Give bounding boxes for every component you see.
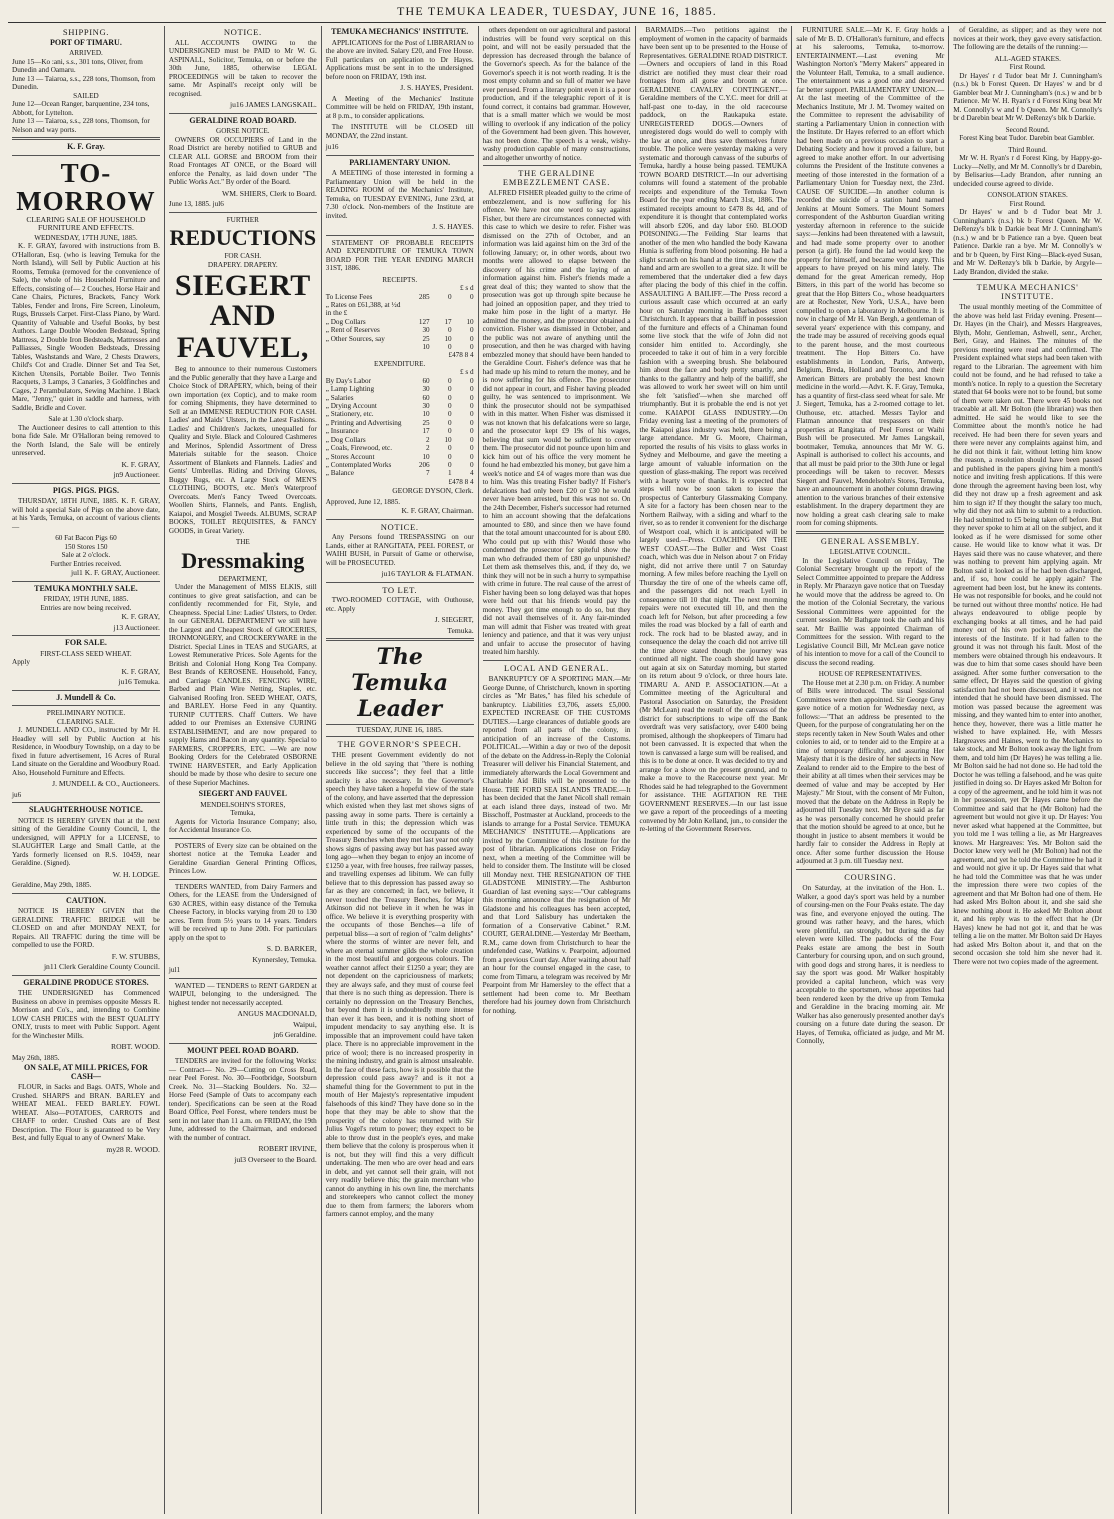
account-item: „ Drying Account — [325, 402, 377, 411]
account-item: „ Stationery, etc. — [325, 410, 374, 419]
coursing-body: On Saturday, at the invitation of the Hon. L. Walker, a good day's sport was held by a number of coursing-men on the Four Peaks estate. The day was fine, and everyone enjoyed the outing. The ground was rather heavy, and the hares, which were plentiful, ran strongly, but during the day eleven were killed. The paddocks of the Four Peaks estate are among the best in South Canterbury for coursing upon, and on such ground, with good dogs and strong hares, it is needless to say the sport was good. Mr Walker hospitably provided a capital luncheon, which was very acceptable to the sportsmen, whose appetites had been rendered keen by the drive up from Temuka and Geraldine in the bracing morning air. Mr Walker has also generously presented another day's coursing on a future date during the season. Dr Hayes, of Temuka, officiated as judge, and Mr M. Connolly, — [796, 884, 945, 1045]
signature: ANGUS MACDONALD, — [237, 1009, 317, 1018]
account-item: „ Salaries — [325, 393, 354, 402]
produce-heading: GERALDINE PRODUCE STORES. — [23, 977, 149, 987]
sale-time: Sale at 1.30 o'clock sharp. — [48, 415, 124, 423]
siegert-body: Beg to announce to their numerous Customers and the Public generally that they have a Large and Choice Stock of DRAPERY, which, being of their own importation (ex Coptic), and to make room for coming Shipments, they have determined to Sell at an IMMENSE REDUCTION FOR CASH. Ladies' and Maids' Ulsters, in the Latest Fashions. Ladies' and Children's Jackets, unequalled for Quality and Style. Black and Coloured Cashmeres and Merinos, Splendid Assortment of Dress Materials suitable for the season. Choice Assortment of Blankets and Flannels. Ladies' and Gents' Umbrellas. Riding and Driving Gloves, Buggy Rugs, etc. A Large Stock of MEN'S CLOTHING, BOOTS, etc. Men's Waterproof Overcoats. Men's Fancy Tweed Overcoats. Woollen Shirts, Flannels, and Pants. English, Kaiapoi, and Mosgiel Tweeds. ALBUMS, SCRAP BOOKS, TOILET REQUISITES, & FANCY GOODS, in Great Variety. — [168, 365, 317, 535]
signature-place: Temuka. — [133, 677, 160, 686]
signature — [12, 1146, 160, 1155]
account-item: „ Contemplated Works — [325, 460, 392, 469]
account-item: „ Lamp Lighting — [325, 385, 375, 394]
ad-code: my28 — [106, 1144, 124, 1154]
divider — [12, 635, 160, 636]
caution-body: NOTICE IS HEREBY GIVEN that the GERALDINE TRAFFIC BRIDGE will be CLOSED on and after MONDAY NEXT, for Repairs. All TRAFFIC during the time will be compelled to use the FORD. — [12, 907, 160, 949]
pence: 0 — [470, 292, 474, 301]
notice-body: ALL ACCOUNTS OWING to the UNDERSIGNED must be PAID to Mr W. G. ASPINALL, Solicitor, Temuka, on or before the 30th June, 1885, otherwise LEGAL PROCEEDINGS will be taken to recover the same. Mr Aspinall's receipt only will be recognised. — [168, 38, 317, 98]
pigs-sale-time: Sale at 2 o'clock. — [61, 551, 111, 559]
signature: J. SIEGERT, — [434, 615, 474, 625]
shillings: 0 — [448, 444, 452, 453]
meeting-notice: A Meeting of the Mechanics' Institute Committee will be held on FRIDAY, 19th instant, at 8 p.m., to consider applications. — [325, 94, 474, 120]
closed-notice: The INSTITUTE will be CLOSED till MONDAY, the 22nd instant. — [325, 123, 474, 140]
round-results: Dr Hayes' r d Tudor beat Mr J. Cunningham's (n.s.) bk b Forest Queen. Dr Hayes' w and br d Gambler beat Mr J. Cunningham's (n.s.) w and br b Patience. Mr W. H. Ryan's r d Forest King beat Mr M. Connolly's w and f b Queen. Mr M. Connolly's br d Darebin beat Mr W. DeRenzy's blk b Darkie. — [953, 71, 1102, 122]
slaughterhouse-body: NOTICE IS HEREBY GIVEN that at the next sitting of the Geraldine County Council, I, the undersigned, will APPLY for a LICENSE, to SLAUGHTER Large and Small Cattle, at the Yards formerly licensed on R.S. 10459, near Geraldine. (Signed). — [12, 816, 160, 867]
pigs-row: 150 Stores 150 — [64, 542, 108, 551]
pounds: 30 — [422, 385, 430, 394]
pounds: 206 — [418, 460, 430, 469]
governor-speech-continued: others dependent on our agricultural and pastoral industries will be found very sceptical on this point, and will not be easily persuaded that the depression has decreased through the balance of the Governor's speech. As for the balance of the Governor's speech it is not worth reading. It is the most empty column and so full of matter we have ever perused. From a literary point even it is a poor production, and if the telegraphic report of it is found correct, it contains bad grammar. However, that is a small matter which we would be most willing to overlook if any indication of the policy of the Government had been given. This however, has not been done. The speech is a weak, wishy-washy production capable of many constructions, and altogether unworthy of notice. — [482, 26, 631, 162]
slaughterhouse-heading: SLAUGHTERHOUSE NOTICE. — [29, 805, 143, 814]
pence: 0 — [470, 410, 474, 419]
pounds: 127 — [418, 317, 430, 326]
signature: Kynnersley, Temuka. — [252, 954, 317, 964]
shillings: 0 — [448, 460, 452, 469]
currency-columns: £ s d — [460, 368, 474, 377]
signature: WM. SHIERS, Clerk to Board. — [222, 188, 317, 198]
pence: 0 — [470, 334, 474, 343]
divider — [12, 581, 160, 582]
gorse-body: OWNERS OR OCCUPIERS of Land in the Road District are hereby notified to GRUB and CLEAR ALL GORSE and BROOM from their Road Frontages AT ONCE, or the Board will enforce the Penalty, as laid down under "The Public Works Act." By order of the Board. — [168, 135, 317, 186]
pounds: 60 — [422, 393, 430, 402]
ad-code: jn6 — [273, 1030, 283, 1039]
ad-code: jn9 — [113, 470, 124, 479]
divider — [12, 802, 160, 803]
sale-body: K. F. GRAY, favored with instructions from B. O'Halloran, Esq. (who is leaving Temuka for the North Island), will Sell by Public Auction at his Rooms, Temuka (removed for the convenience of Sale), the whole of his Household Furniture and Effects, consisting of— 2 Couches, Horse Hair and Cane Chairs, Pictures, Brackets, Fancy Work Tables, Fender and Irons, Fire Screen, Linoleum, Rugs, Brussels Carpet. First-Class Piano, by Ward. Quantity of Valuable and Useful Books, by best Authors. Large Double Wooden Bedstead, Spring Mattress, 2 Double Iron Bedsteads, Mattresses and Palliasses, Single Wooden Bedsteads, Dressing Tables, Washstands and Ware, 2 Chests Drawers, Child's Cot and Cradle. Dinner Set and Tea Set, Kitchen Utensils, Portable Boiler. Two Tennis Racquets, 3 Lamps, 3 Canaries, 3 Goldfinches and Cages, 2 Perambulators, Sewing Machine. 1 Black Mare, "Jenny," quiet in saddle and harness, with Saddle, Bridle and Cover. — [12, 242, 160, 412]
mechanics-institute-heading: TEMUKA MECHANICS' INSTITUTE. — [976, 283, 1079, 301]
newspaper-columns — [8, 26, 1106, 1514]
coursing-heading: COURSING. — [844, 872, 897, 882]
account-item: „ Other Sources, say — [325, 334, 385, 343]
monthly-sale-body: Entries are now being received. — [40, 603, 132, 612]
legislative-council-heading: LEGISLATIVE COUNCIL. — [829, 548, 911, 556]
signature: jul1 K. F. GRAY, Auctioneer. — [71, 568, 160, 577]
clearing-heading: CLEARING SALE. — [56, 717, 115, 726]
signature: W. H. LODGE. — [112, 869, 160, 879]
pounds: 2 — [426, 444, 430, 453]
table-row — [326, 402, 474, 410]
pigs-row: 60 Fat Bacon Pigs 60 — [55, 534, 117, 542]
pence: 0 — [470, 418, 474, 427]
pounds: 30 — [422, 326, 430, 335]
signature: J. S. HAYES, President. — [400, 83, 474, 92]
librarian-notice: APPLICATIONS for the Post of LIBRARIAN to the above are invited. Salary £20, and Free House. Full particulars on application to Dr Hayes. Applications must be sent in to the undersigned before noon on FRIDAY, 19th inst. — [325, 38, 474, 81]
account-item — [326, 343, 408, 351]
to-let-body: TWO-ROOMED COTTAGE, with Outhouse, etc. Apply — [325, 596, 474, 613]
shillings: 0 — [448, 410, 452, 419]
shillings: 0 — [448, 402, 452, 411]
pounds: 10 — [422, 342, 430, 351]
pence: 0 — [470, 385, 474, 394]
prelim-heading: PRELIMINARY NOTICE. — [46, 709, 126, 717]
column-5 — [636, 26, 793, 1514]
divider — [483, 660, 631, 661]
pounds: 285 — [418, 292, 430, 301]
parliamentary-union-body: A MEETING of those interested in forming a Parliamentary Union will be held in the READING ROOM of the Mechanics' Institute, Temuka, on TUESDAY EVENING, June 23rd, at 7.30 o'clock. Non-members of the Institute are invited. — [325, 169, 474, 220]
statement-heading: STATEMENT OF PROBABLE RECEIPTS AND EXPENDITURE OF TEMUKA TOWN BOARD FOR THE YEAR ENDING MARCH 31ST, 1886. — [325, 238, 474, 272]
account-item: „ Rent of Reserves — [325, 326, 380, 335]
posters-body: POSTERS of Every size can be obtained on the shortest notice at the Temuka Leader and Geraldine Guardian General Printing Offices, Princes Low. — [168, 841, 317, 875]
expenditure-total: £478 8 4 — [448, 477, 474, 486]
shillings: 10 — [444, 334, 452, 343]
tomorrow-heading: TO-MORROW — [16, 157, 156, 216]
signature-place: Geraldine. — [284, 1030, 317, 1039]
drapery-label: DRAPERY. DRAPERY. — [207, 260, 278, 269]
pounds: 7 — [426, 469, 430, 478]
embezzlement-heading: THE GERALDINE EMBEZZLEMENT CASE. — [502, 169, 611, 187]
sailed-label: SAILED — [73, 91, 99, 100]
shillings: 10 — [444, 435, 452, 444]
shillings: 0 — [448, 427, 452, 436]
ship-entry: June 13 — Taiaroa, s.s., 228 tons, Thomson, from Dunedin. — [12, 74, 156, 91]
divider — [796, 869, 944, 870]
pounds: 25 — [422, 418, 430, 427]
the-label: THE — [235, 538, 250, 546]
table-row — [326, 469, 474, 477]
ad-code: ju16 — [230, 100, 244, 109]
table-row — [326, 453, 474, 461]
signature-title: Auctioneer. — [124, 622, 160, 632]
table-row — [326, 301, 474, 318]
table-row — [326, 461, 474, 469]
pounds: 2 — [426, 435, 430, 444]
signature: ROBT. WOOD. — [111, 1042, 160, 1051]
account-item: „ Printing and Advertising — [325, 418, 402, 427]
signature: ROBERT IRVINE, — [258, 1144, 317, 1153]
pounds: 60 — [422, 376, 430, 385]
divider — [12, 690, 160, 691]
round-results: Dr Hayes' w and b d Tudor beat Mr J. Cunningham's (n.s.) bk b Forest Queen. Mr W. DeRenzy's blk b Darkie beat Mr J. Cunningham's (n.s.) w and br b Patience ran a bye. Queen beat Patience. Darkie ran a bye. Mr M. Connolly's w and br b Queen, by First King—Black-eyed Susan, and Mr W. DeRenzy's blk b Darkie, by Argyle—Lady Brandon, divided the stake. — [953, 208, 1102, 276]
divider — [326, 235, 474, 236]
signature: F. W. STUBBS, — [111, 951, 160, 961]
notice-date — [169, 200, 317, 209]
pence: 0 — [470, 435, 474, 444]
table-row — [326, 385, 474, 393]
receipts-heading: RECEIPTS. — [382, 275, 418, 284]
divider — [326, 519, 474, 520]
signature-name: JAMES LANGSKAIL. — [245, 100, 317, 109]
divider — [12, 893, 160, 894]
pigs-further: Further Entries received. — [50, 559, 122, 568]
for-cash-label: FOR CASH. — [224, 252, 262, 260]
to-let-heading: TO LET. — [382, 584, 418, 595]
signature — [12, 624, 160, 633]
produce-body: THE UNDERSIGNED has Commenced Business on above in premises opposite Messrs R. Morrison and Co's., and, intending to Combine LOW CASH PRICES with the BEST QUALITY ONLY, trusts to meet with Public Support. Agent for the Winchester Mills. — [12, 989, 160, 1040]
divider — [169, 879, 317, 880]
pence: 0 — [470, 393, 474, 402]
legislative-council-body: In the Legislative Council on Friday, The Colonial Secretary brought up the report of the Select Committee appointed to prepare the Address in Reply. Mr Pharazyn gave notice that on Tuesday he would move that the address be agreed to. On the motion of the Colonial Secretary, the various Sessional Committees were appointed for the current session. Mr Bathgate took the oath and his seat. Mr Baillie was appointed Chairman of Committees for the session. With regard to the Legislative Council Bill, Mr McLean gave notice of his intention to move for a call of the Council to discuss the second reading. — [796, 556, 945, 667]
mendelsohn-stores: MENDELSOHN'S STORES, — [200, 800, 286, 809]
road-board-heading: GERALDINE ROAD BOARD. — [189, 115, 297, 125]
account-item: To License Fees — [325, 292, 373, 301]
pounds: 25 — [422, 334, 430, 343]
further-label: FURTHER — [226, 215, 259, 224]
pounds: 30 — [422, 402, 430, 411]
receipts-table — [326, 293, 474, 352]
ship-entry: June 13 — Taiaroa, s.s., 228 tons, Thomson, for Nelson and way ports. — [12, 117, 150, 134]
divider — [796, 531, 944, 534]
ad-code: jul3 — [234, 1154, 247, 1164]
pence: 0 — [470, 427, 474, 436]
mill-body: FLOUR, in Sacks and Bags. OATS, Whole and Crushed. SHARPS and BRAN. BARLEY and WHEAT MEAL. FEED BARLEY. FOWL WHEAT. Also—POTATOES, CARROTS and CHAFF to order. Crushed Oats are of Best Description. The Flour is guaranteed to be Very Best, and fully Equal to any of Owners' Make. — [12, 1083, 160, 1142]
date: June 13, 1885. — [168, 200, 211, 208]
pounds — [408, 301, 430, 318]
shillings: 0 — [448, 292, 452, 301]
governor-speech-heading: THE GOVERNOR'S SPEECH. — [337, 739, 462, 749]
pence: 0 — [470, 402, 474, 411]
divider — [169, 212, 317, 213]
account-item: „ Dog Collars — [325, 317, 366, 326]
signature: GEORGE DYSON, Clerk. — [392, 486, 474, 496]
caution-heading: CAUTION. — [66, 895, 106, 905]
mechanics-institute-body: The usual monthly meeting of the Committee of the above was held last Friday evening. Present—Dr. Hayes (in the Chair), and Messrs Hargreaves, Blyth, Mohr, Gentleman, Ashwell, senr., Archer, Beri, Gray, and Haines. The minutes of the previous meeting were read and confirmed. The President explained what steps had been taken with regard to the Librarian. The agreement with him could not be found, and he had refused to take a month's notice. In reply to a question the Secretary stated that 64 books were not to be found, but some of them were taken out. There were 45 books not traceable at all. Mr Bolton (the librarian) was then admitted. He said he would like to see the Committee about the month's notice he had received. He had been there for seven years and there were never any complaints against him, and he did not think it fair, without letting him know the reason, a resolution should have been passed and published in the papers giving him a month's notice and inviting fresh applications. If this were done through the agreement having been lost, why did they not draw up a fresh agreement and ask him to sign it? If they thought the salary too much, why did they not ask him to submit to a reduction. He had submitted to £5 being taken off before. But they never spoke to him at all on the subject, and it looked as if he were dismissed for some other cause. He would like to know what it was. Dr Hayes said there was no cause whatever, and there was nothing to prevent him applying again. Mr Bolton said it looked as if he had been discharged, and, if so, how could he apply again? The agreement had been lost, but he knew its contents. He was not responsible for books, and he could not be turned out without three months' notice. He had always endeavoured to oblige people by exchanging books at all times, and he had paid money out of his own pocket to advance the interests of the Institute. If it had fallen to the ground it was not through his fault. Most of the members were obtained through his endeavours. It was due to him that some cases should have been assigned. After some further conversation to the same effect, Dr Hayes said the question of giving satisfaction had not been discussed, and it was not intended that he should have been dismissed. The motion was passed because the agreement was missing, and they wanted him to enter into another, hence they, however, there was a little matter he wished to have explained. He, with Messrs Hargreaves and Haines, went to the Mechanics to take stock, and Mr Bolton took away the light from them, and told him (Dr Hayes) he was telling a lie. Mr Bolton said he had not done so. He had told the Doctor he was telling a falsehood, and he was quite justified in doing so. Dr Hayes asked Mr Bolton for a copy of the agreement, and he told him it was not in her possession, yet Dr Hayes came before the Committee and said that he (Mr Bolton) had the agreement but would not give it up. Dr Hayes: You never asked what happened at the Committee, but you told me I was telling a lie, as Mr Hargreaves knows. Mr Hargreaves: Yes. Mr Bolton said the Doctor knew very well he (Mr Bolton) had not the agreement, and yet he told the Committee he had it and would not give it up. Dr Hayes said that what he had told the Committee was that he was under the impression there were two copies of the agreement and that Mr Bolton had one of them. He had asked Mrs Bolton about it, and she said she knew nothing about it. He asked Mr Bolton about it, and his reply was to the effect that he (Dr Hayes) knew he had not got it, and that he was telling a lie on the matter. Mr Bolton said Dr Hayes had asked Mrs Bolton about it, and that on the second occasion she told him she never had it. There were not two copies made of the agreement. — [953, 303, 1102, 966]
account-item: „ Coals, Firewood, etc. — [325, 444, 393, 453]
gorse-heading: GORSE NOTICE. — [216, 127, 270, 135]
mill-heading: ON SALE, AT MILL PRICES, FOR CASH— — [23, 1063, 148, 1081]
table-row — [326, 377, 474, 385]
signature: J. S. HAYES. — [432, 222, 474, 231]
signature — [326, 570, 474, 579]
monthly-sale-heading: TEMUKA MONTHLY SALE. — [34, 583, 138, 593]
signature: jn11 Clerk Geraldine County Council. — [43, 962, 160, 971]
signature: K. F. GRAY, Chairman. — [401, 506, 474, 516]
pigs-heading: PIGS. PIGS. PIGS. — [52, 485, 119, 495]
pence: 0 — [470, 376, 474, 385]
tenders-body: TENDERS WANTED, from Dairy Farmers and Others, for the LEASE from the Undersigned of 630 ACRES, within easy distance of the Temuka Cheese Factory, in blocks varying from 20 to 130 acres. Term from 5½ years to 14 years. Tenders will be received up to June 20th. For particulars apply on the spot to — [168, 882, 317, 942]
gray-banner: K. F. Gray. — [67, 142, 105, 151]
account-item: By Day's Labor — [325, 376, 371, 385]
mount-peel-heading: MOUNT PEEL ROAD BOARD. — [187, 1045, 299, 1055]
table-row — [326, 343, 474, 351]
consolation-heading: CONSOLATION STAKES. — [987, 191, 1068, 199]
pence: 0 — [470, 460, 474, 469]
signature — [12, 678, 160, 687]
signature-title: Auctioneer. — [124, 470, 160, 479]
signature-name: TAYLOR & FLATMAN. — [396, 569, 474, 579]
mount-peel-body: TENDERS are invited for the following Works:— Contract— No. 29—Cutting on Cross Road, near Peel Forest. No. 30—Footbridge, Sootsburn Creek. No. 31—Stacking Boulders. No. 32—Horse Feed (Sample of Oats to accompany each tender). Specifications can be seen at the Road Board Office, Peel Forest, where tenders must be sent in not later than 11 a.m. on FRIDAY, the 19th June, addressed to the Chairman, and endorsed with the number of contract. — [168, 1057, 317, 1142]
mundell-banner: J. Mundell & Co. — [56, 692, 116, 702]
port-heading: PORT OF TIMARU. — [50, 37, 122, 47]
table-row — [326, 318, 474, 326]
round-heading: Third Round. — [1008, 145, 1047, 154]
round-heading: First Round. — [1009, 199, 1046, 208]
house-heading: HOUSE OF REPRESENTATIVES. — [818, 670, 922, 678]
local-items-body: FURNITURE SALE.—Mr K. F. Gray holds a sale of Mr B. D. O'Halloran's furniture, and effects at his salerooms, Temuka, to-morrow. ENTERTAINMENT.—Last evening Mr Washington Norton's "Merry Makers" appeared in the Volunteer Hall, Temuka, to a small audience. The entertainment was a good one and deserved far better support. PARLIAMENTARY UNION.—At the last meeting of the Committee of the Mechanics Institute, Mr J. M. Twomey waited on the Committee to represent the advisability of starting a Parliamentary Union in connection with the Institute. Dr Hayes referred to an effort which had been made on a previous occasion to start a Debating Society and how it proved a failure, but agreed to make another effort. In our advertising columns the President of the Institute convenes a meeting of those interested in the formation of a Parliamentary Union for Tuesday next, the 23rd. CAUSE OF SUICIDE.—In another column is recorded the suicide of a station hand named Jenkins at Mount Somers. The Mount Somers correspondent of the Ashburton Guardian writing yesterday afternoon in reference to the suicide says:—Jenkins had been threatened with a lawsuit, and had made some property over to another person (a girl). He found the lad would keep the property for himself, and became very angry. This appears to have preyed on his mind lately. The demand for the great American remedy, Hop Bitters, in this part of the world has become so great that the Hop Bitters Co., whose headquarters are at Rochester, New York, U.S.A., have been compelled to open a laboratory in Melbourne. It is now in charge of Mr H. Van Bergh, a gentleman of several years' experience with this company, and the trade may be assured of receiving goods equal to the parent house, and the most courteous treatment. The Hop Bitters Co. have establishments in London, Paris, Antwerp, Belgium, Breda, Holland and Toronto, and their American Bitters are probably the best known medicine in the world.—Advt. K. F. Gray, Temuka, has a quantity of first-class seed wheat for sale. Mr J. Siegert, Temuka, has a 2-roomed cottage to let. Outhouse, etc. attached. Messrs Taylor and Flatman announce that trespassers on their properties at Rangitata of Peel Forest or Waihi Bush will be prosecuted. Mr James Langskail, bootmaker, Temuka, announces that Mr W. G. Aspinall is authorised to collect his accounts, and that all must be paid prior to the 30th June or legal proceedings will be taken to recover. Messrs Siegert and Fauvel, Mendelsohn's Stores, Temuka, have an announcement in another column drawing attention to the various branches of their extensive establishment. In the drapery department they are now holding a great cash clearing sale to make room for coming shipments. — [796, 26, 945, 527]
department-label: DEPARTMENT, — [218, 574, 268, 583]
round-results: Forest King beat Tudor. Darebin beat Gambler. — [959, 134, 1095, 142]
ship-entry: June 12—Ocean Ranger, barquentine, 234 tons, Abbott, for Lyttelton. — [12, 100, 150, 117]
local-general-body: BANKRUPTCY OF A SPORTING MAN.—Mr George Dunne, of Christchurch, known in sporting circles as "Mr Bates," has filed his schedule of bankruptcy. Liabilities £3,706, assets £5,000. EXPECTED INCREASE OF THE CUSTOMS DUTIES.—Large clearances of dutiable goods are reported from all parts of the colony, in anticipation of an increase of the Customs. POLITICAL.—Within a day or two of the deposit of the debate on the Address-in-Reply the Colonial Treasurer will deliver his Financial Statement, and immediately afterwards the Local Government and Charitable Aid Bills will be presented to the House. THE FORD SEA ISLANDS TRADE.—It has been decided that the Janet Nicoll shall remain at each island three days, instead of two. Mr Bisschoff, Postmaster at Auckland, proceeds to the islands to arrange for a Postal Service. TEMUKA MECHANICS' INSTITUTE.—Applications are invited by the Committee of this Institute for the post of librarian. Applications close on Friday next, when a meeting of the Committee will be held to consider them. The Institute will be closed till Monday next. THE RESIGNATION OF THE GLADSTONE MINISTRY.—The Ashburton Guardian of last evening says:—"Our cablegrams this morning announce that the resignation of Mr Gladstone and his colleagues has been accepted, and that Lord Salisbury has undertaken the formation of a Conservative Cabinet." R.M. COURT, GERALDINE.—Yesterday Mr Beetham, R.M., came down from Christchurch to hear the undefended case, Watkins v. Pearpoint, adjourned from a previous Court day. After waiting about half an hour for the counsel engaged in the case, to come from Timaru, a telegram was received by Mr Pearpoint from Mr Hamersley to the effect that a settlement had been come to. Mr Beetham therefore had his journey down from Christchurch for nothing. — [482, 675, 631, 1015]
pence — [452, 301, 474, 318]
pence: 0 — [470, 444, 474, 453]
shillings: 0 — [448, 452, 452, 461]
signature: J. MUNDELL & CO., Auctioneers. — [52, 779, 160, 788]
divider — [12, 483, 160, 484]
wanted-body: WANTED — TENDERS to RENT GARDEN at WAIPUI, belonging to the undersigned. The highest tender not necessarily accepted. — [168, 981, 317, 1007]
issue-date: TUESDAY, JUNE 16, 1885. — [326, 724, 474, 737]
pence: 0 — [470, 452, 474, 461]
coursing-continued: of Geraldine, as slipper; and as they were not novices at their work, they gave every satisfaction. The following are the details of the running:— — [953, 26, 1102, 51]
ad-code: ju16 — [118, 677, 132, 686]
divider — [326, 638, 474, 641]
shillings: 0 — [448, 385, 452, 394]
siegert-heading: SIEGERT AND — [174, 269, 311, 332]
reductions-heading: REDUCTIONS — [169, 225, 317, 250]
ad-code: jul6 — [212, 200, 224, 208]
table-row — [326, 419, 474, 427]
divider — [169, 1043, 317, 1044]
masthead: THE TEMUKA LEADER, TUESDAY, JUNE 16, 1885. — [397, 4, 717, 18]
shillings: 0 — [448, 342, 452, 351]
house-body: The House met at 2.30 p.m. on Friday. A number of Bills were introduced. The usual Sessional Committees were then appointed. Sir George Grey gave notice of a motion for Wednesday next, as follows:—"That an address be presented to the Queen, for the purpose of congratulating her on the steps recently taken in New South Wales and other colonies to aid, or to tender aid to the Empire at a time of temporary difficulty, and assuring Her Majesty that it is the desire of her subjects in New Zealand to render aid to the Empire to the best of their ability at all times when their services may be deemed of value and may be accepted by Her Majesty." Mr Stout, with the consent of Mr Fulton, moved that the debate on the Address in Reply be adjourned till Tuesday next. Mr Bryce said as far as he was personally concerned he should prefer that the motion should be agreed to at once, but he thought in justice to absent members it would be hardly fair to consider the Address in Reply at once. After some further discussion the House adjourned at 3 p.m. till Tuesday next. — [796, 678, 945, 865]
signature — [169, 1156, 317, 1165]
notice-heading: NOTICE. — [223, 27, 262, 37]
pence: 10 — [466, 317, 474, 326]
shillings: 0 — [448, 376, 452, 385]
column-1 — [8, 26, 165, 1514]
table-row — [326, 326, 474, 334]
shipping-heading: SHIPPING. — [62, 27, 110, 37]
pence: 4 — [470, 469, 474, 478]
currency-columns: £ s d — [460, 284, 474, 292]
fauvel-heading: FAUVEL, — [176, 331, 309, 364]
column-4 — [479, 26, 636, 1514]
general-assembly-heading: GENERAL ASSEMBLY. — [820, 536, 920, 546]
pounds: 10 — [422, 410, 430, 419]
shillings: 17 — [444, 317, 452, 326]
local-items-body: BARMAIDS.—Two petitions against the employment of women in the capacity of barmaids have been sent up to be presented to the House of Representatives. GERALDINE ROAD DISTRICT.—Owners and occupiers of land in this Road district are notified they must clear their road frontages from all gorse and broom at once. GERALDINE CAVALRY CONTINGENT.—Geraldine members of the C.Y.C. meet for drill at half-past one to-day, in the old racecourse paddock, on the Raukapuka estate. UNREGISTERED DOGS.—Owners of unregistered dogs would do well to comply with the law at once, and thus save themselves future trouble. The police were yesterday making a very systematic and thorough canvass of the suburbs of Temuka, hardly a house being passed. TEMUKA TOWN BOARD DISTRICT.—In our advertising columns will found a statement of the probable receipts and expenditure of the Temuka Town Board for the year ending March 31st, 1886. The estimated receipts amount to £478 8s 4d, and of expenditure it is thought that contemplated works will absorb £206, and day labor £60. BLOOD POISONING.—The Feilding Star learns that another of the men who handled the body Kawana Hunia is suffering from blood poisoning. He had a slight scratch on his hand at the time, and now the hand and arm are swollen to a great size. It will be remembered that the undertaker died a few days after placing the body of this chief in the coffin. ASSAULTING A BAILIFF.—The Press record a curious assault case which occurred at an early hour on Saturday morning in Barbadoes street Christchurch. It appears that a bailiff in possession of the furniture and effects of a Chinaman found some live stock that the wife of John did not consider him entitled to. Accordingly, she proceeded to take it out of him in a very forcible fashion with a sweeping brush. She belaboured him about the face and body pretty smartly, and thanks to the gallantry and help of the bailiff, she was allowed to work her sweet will on him until she felt 'satisfied'—when she marched off triumphantly. But it is probable the end is not yet come. KAIAPOI GLASS INDUSTRY.—On Friday evening last a meeting of the promoters of the Kaiapoi glass industry was held, there being a large attendance. Mr G. Moore, Chairman, reported the results of his visits to glass works in Sydney and Melbourne, and gave the meeting a large amount of valuable information on the question of glass-making. The report was received with a hearty vote of thanks. It is expected that steps will now be soon taken to issue the prospectus of Canterbury Glassmaking Company. A site for a factory has been chosen near to the Northern Railway, with a siding and wharf to the river, so as to render it convenient for the discharge of Westport coal, which it is anticipated will be largely used.—Press. COACHING ON THE WEST COAST.—The Buller and West Coast coach, which was due in Nelson about 7 on Friday night, did not arrive there until 7 on Saturday morning. A few miles before reaching the Lyell on Thursday the tire of one of the wheels came off, and the passengers did not reach Lyell in consequence till 10 that night. The next morning repairs were not executed till 10, and then the coach left for Nelson, but after proceeding a few miles the road was blocked by a fall of earth and rock. The rock had to be blasted away, and in consequence the delay the coach did not arrive till the time above stated though the journey was continued all night. The coach should have gone out again at six on Saturday morning, but started on its return about 9 o'clock, or three hours late. TIMARU A. AND P. ASSOCIATION.—At a Committee meeting of the Agricultural and Pastoral Association on Saturday, the President (Mr McLean) read the result of the canvass of the district for subscriptions to wipe off the Bank overdraft was very satisfactory, over £400 being promised, although the shopkeepers of Timaru had not been canvassed. It is expected that when the town is canvassed a large sum will be realised, and this is to be done at once. It was decided to try and arrange for a show on the present ground, and to make a move to the Racecourse next year. Mr Rhodes said he had telegraphed to the Government for assistance. THE AGITATION RE THE GOVERNMENT RESERVES.—In our last issue we gave a report of the proceedings of a meeting convened by Mr John Kelland, jun., to consider the re-letting of the Government Reserves. — [639, 26, 788, 833]
signature: K. F. GRAY, — [121, 666, 160, 676]
local-general-heading: LOCAL AND GENERAL. — [504, 663, 610, 673]
round-heading: Second Round. — [1005, 125, 1050, 134]
account-item: „ Rates on £61,388, at ½d in the £ — [325, 300, 401, 318]
shillings: 0 — [448, 326, 452, 335]
shillings: 0 — [448, 418, 452, 427]
table-row — [326, 444, 474, 452]
parliamentary-union-heading: PARLIAMENTARY UNION. — [349, 157, 451, 167]
column-6 — [792, 26, 949, 1514]
pence: 0 — [470, 342, 474, 351]
ad-code: ju16 — [381, 569, 395, 579]
dressmaking-body: Under the Management of MISS ELKIS, still continues to give great satisfaction, and can be confidently recommended for Fit, Style, and Cheapness. Special Line: Ladies' Ulsters, to Order. In our GENERAL DEPARTMENT we still have the Largest and Cheapest Stock of GROCERIES, IRONMONGERY, and CROCKERYWARE in the District. Special Lines in TEAS and SUGARS, at Lowest Remunerative Prices. Sole Agents for the British and Colonial Hong Kong Tea Company. Best Brands of KEROSENE. Household, Fancy, and Carriage CANDLES. FENCING WIRE, Barbed and Plain Wire Netting, Staples, etc. Galvanised Roofing Iron. SEED WHEAT, OATS, and BARLEY. Horse Feed in any Quantity. TURNIP CUTTERS. Chaff Cutters. We have added to our Premises an Extensive CURING ESTABLISHMENT, and are now prepared to supply Hams and Bacon in any quantity. Special to FARMERS, CROPPERS, ETC. —We are now Booking Orders for the Celebrated OSBORNE TWINE HARVESTER, and Early Application should be made by those who desire to secure one of these Superior Machines. — [168, 583, 317, 787]
for-sale-heading: FOR SALE. — [65, 638, 107, 647]
clearing-subhead: CLEARING SALE OF HOUSEHOLD FURNITURE AND EFFECTS. — [26, 214, 146, 232]
column-7 — [949, 26, 1106, 1514]
signature: S. D. BARKER, — [266, 944, 317, 953]
divider — [12, 155, 160, 156]
table-row — [326, 394, 474, 402]
signature: Waipui, — [293, 1019, 317, 1029]
shillings — [430, 301, 452, 318]
divider — [953, 279, 1102, 280]
all-aged-heading: ALL-AGED STAKES. — [994, 54, 1061, 63]
table-row — [326, 293, 474, 301]
round-results: Mr W. H. Ryan's r d Forest King, by Happy-go-Lucky—Nelly, and Mr M. Connolly's br d Darebin, by Belisarius—Lady Brandon, after running an undecided course agreed to divide. — [953, 154, 1102, 188]
round-heading: First Round. — [1009, 63, 1046, 71]
divider — [169, 978, 317, 979]
column-2 — [165, 26, 322, 1514]
trespass-notice: Any Persons found TRESPASSING on our Lands, either at RANGITATA, PEEL FOREST, or WAIHI BUSH, in Pursuit of Game or otherwise, will be PROSECUTED. — [325, 533, 474, 567]
auctioneer-note: The Auctioneer desires to call attention to this bona fide Sale. Mr O'Halloran being removed to the North Island, the Sale will be entirely unreserved. — [12, 423, 160, 457]
pounds: 10 — [422, 452, 430, 461]
monthly-sale-date: FRIDAY, 19TH JUNE, 1885. — [43, 595, 129, 603]
ad-code: ju6 — [12, 790, 22, 799]
table-row — [326, 436, 474, 444]
table-row — [326, 410, 474, 418]
pence: 0 — [470, 326, 474, 335]
approved-date: Approved, June 12, 1885. — [325, 497, 401, 506]
signature: K. F. GRAY, — [121, 459, 160, 469]
sf-location: Temuka, — [230, 809, 256, 817]
divider — [326, 582, 474, 583]
expenditure-table — [326, 377, 474, 478]
expenditure-heading: EXPENDITURE. — [374, 359, 426, 368]
agents-note: Agents for Victoria Insurance Company; also, for Accidental Insurance Co. — [168, 817, 317, 834]
shillings: 1 — [448, 469, 452, 478]
signature — [169, 101, 317, 110]
mechanics-institute-heading: TEMUKA MECHANICS' INSTITUTE. — [331, 27, 469, 36]
siegert-footer-heading: SIEGERT AND FAUVEL — [198, 789, 287, 798]
account-item: „ Balance — [325, 469, 354, 478]
signature — [12, 471, 160, 480]
signature-title: Overseer to the Board. — [248, 1154, 317, 1164]
pigs-body: THURSDAY, 18TH JUNE, 1885. K. F. GRAY, will hold a special Sale of Pigs on the above date, at his Yards, Temuka, on account of various clients— — [12, 497, 160, 531]
divider — [12, 975, 160, 976]
account-item: „ Dog Collars — [325, 435, 366, 444]
ad-code: ju16 — [325, 143, 339, 151]
table-row — [326, 427, 474, 435]
account-item: „ Stores Account — [325, 452, 375, 461]
notice-date: May 26th, 1885. — [12, 1053, 60, 1062]
signature: Temuka. — [447, 625, 474, 635]
ad-code: jul1 — [168, 966, 181, 974]
arrived-label: ARRIVED. — [69, 49, 103, 57]
receipts-total: £478 8 4 — [448, 351, 474, 360]
divider — [169, 113, 317, 114]
account-item: „ Insurance — [325, 427, 359, 436]
apply-label: Apply — [12, 658, 30, 666]
mundell-body: J. MUNDELL AND CO., instructed by Mr H. Headley will sell by Public Auction at his Residence, in Woodbury Township, on a day to be fixed in future advertisement, 16 Acres of Rural Land situate on the Geraldine and Woodbury Road. Also, Household Furniture and Effects. — [12, 726, 160, 777]
signature: K. F. GRAY, — [121, 612, 160, 621]
newspaper-title: The Temuka Leader — [351, 644, 448, 723]
divider — [12, 705, 160, 706]
notice-date: Geraldine, May 29th, 1885. — [12, 881, 92, 889]
masthead-rule — [8, 22, 1106, 23]
divider — [169, 838, 317, 839]
signature-name: R. WOOD. — [125, 1144, 160, 1154]
divider — [326, 155, 474, 156]
divider — [12, 137, 160, 140]
governor-speech-body: THE present Government evidently do not believe in the old saying that "there is nothing succeeds like success"; they feel that a little audacity is also necessary. In the Governor's speech they have taken a hopeful view of the state of the colony, and have asserted that the depression which existed when they last met shows signs of passing away in some parts. There is certainly a little truth in this; the depression which was experienced by some of the occupants of the Treasury Benches when they met last year not only shows signs of passing away but has passed away long ago—when they began to enjoy an income of £1250 a year, with free houses, free railway passes, and travelling expenses ad libitum. We can fully believe that to this depression has passed away so far as they are concerned; in fact, we believe, it never touched the Treasury Benches, for Major Atkinson did not believe in it when he was in office. We believe it is everything prosperity with the occupants of those Benches—a life of perpetual bliss—a sort of region of "calm delights" where the storms of winter are never felt, and where an eternal summer gilds the whole creation in the most beautiful and gorgeous colours. The weather cannot affect their £1250 a year; they are not dependent on the capriciousness of markets; they are always safe, and they must of course feel that there is no such thing as depression. There is certainly no depression on the Treasury Benches, but beyond them it is undoubtedly more intense than ever it has been, and it is nothing short of impudent mendacity to say anything else. It is impossible that an improvement could have taken place. There is no appreciable improvement in the price of wool; there is no increased prosperity in the mining industry, and grain is almost unsaleable. In the face of these facts, how is it possible that the depression could pass away? and is it not a shameful thing for the Government to put in the mouth of Her Majesty's representative impudent falsehoods of this kind? They have done so in the hope that they may be able to show that the prosperity of the colony has returned with Sir Julius Vogel's return to power; they expect to be able to throw dust in the people's eyes, and make them believe that the colony is prosperous when it is not, but they will find this a very difficult undertaking. The men who are over head and ears in debt, and yet cannot sell their grain, will not very readily believe this; the grain merchant who cannot do anything in his own line, the merchants and storekeepers who cannot collect the money due to them from farmers; the laborers whom farmers cannot employ, and the many — [325, 751, 474, 1219]
dressmaking-heading: Dressmaking — [181, 547, 305, 573]
ad-code: j13 — [113, 622, 124, 632]
shillings: 0 — [448, 393, 452, 402]
seed-wheat: FIRST-CLASS SEED WHEAT. — [40, 649, 132, 658]
column-3 — [322, 26, 479, 1514]
sale-date: WEDNESDAY, 17TH JUNE, 1885. — [34, 233, 138, 242]
signature — [169, 1031, 317, 1040]
embezzlement-body: ALFRED FISHER pleaded guilty to the crime of embezzlement, and is now suffering for his offence. We have not one word to say against Fisher, but there are circumstances connected with this case to which we desire to refer. Fisher was dismissed on the 27th of October, and an information was laid against him on the 3rd of the following January; or, in other words, about two months were allowed to elapse between the discovery of his crime and the laying of an information against him. Fisher's friends made a great deal of this; they wanted to show that the prosecution was got up through spite because he had joined an opposition paper, and they tried to make him pose in the light of a martyr. He admitted the money, and the prosecutor obtained a conviction. Fisher was dismissed in October, and the public was not aware of anything until the prosecution, and then he was charged with having embezzled money that should have been handed to the Geraldine Court. Fisher's defence was that he had made up his mind to return the money, and he is now suffering for his offence. The prosecutor did not appear in court, and Fisher having pleaded guilty, he was sentenced to imprisonment. We think the prosecutor should not be sympathised with in this matter. When Fisher was dismissed it was not known that his defalcations were so large, and the prosecutor kept £9 19s of his wages, believing that sum would be sufficient to cover them. The prosecutor did not pounce upon him and kick him out of his office the very moment he found he had embezzled his money, but gave him a week's notice and £4 of wages more than was due to him. Was this treating Fisher badly? If Fisher's defalcations had only been £20 or £30 he would never have been arrested, but this was not so. On the 24th December, Fisher's successor had returned to him an account showing that the defalcations amounted to £80, and since then we have found that the total amount unaccounted for is about £80. Who could put up with this? Would those who condemned the prosecutor for spiteful show the man who defrauded them of £80 go unpunished? Let them ask themselves this, and, if they do, we think they will not be in such a hurry to sympathise with crime in future. The real cause of the arrest of Fisher having been so long delayed was that hopes were held out that his friends would pay the money. They got time enough to do so, but they did not avail themselves of it. Any fair-minded man will admit that Fisher was treated with great leniency and patience, and that it was very unjust and unfair to accuse the prosecutor of having treated him harshly. — [482, 189, 631, 656]
table-row — [326, 335, 474, 343]
ship-entry: June 15—Ko :ani, s.s., 301 tons, Oliver, from Dunedin and Oamaru. — [12, 57, 143, 74]
divider — [483, 165, 631, 166]
notice-heading: NOTICE. — [380, 521, 419, 532]
pounds: 17 — [422, 427, 430, 436]
